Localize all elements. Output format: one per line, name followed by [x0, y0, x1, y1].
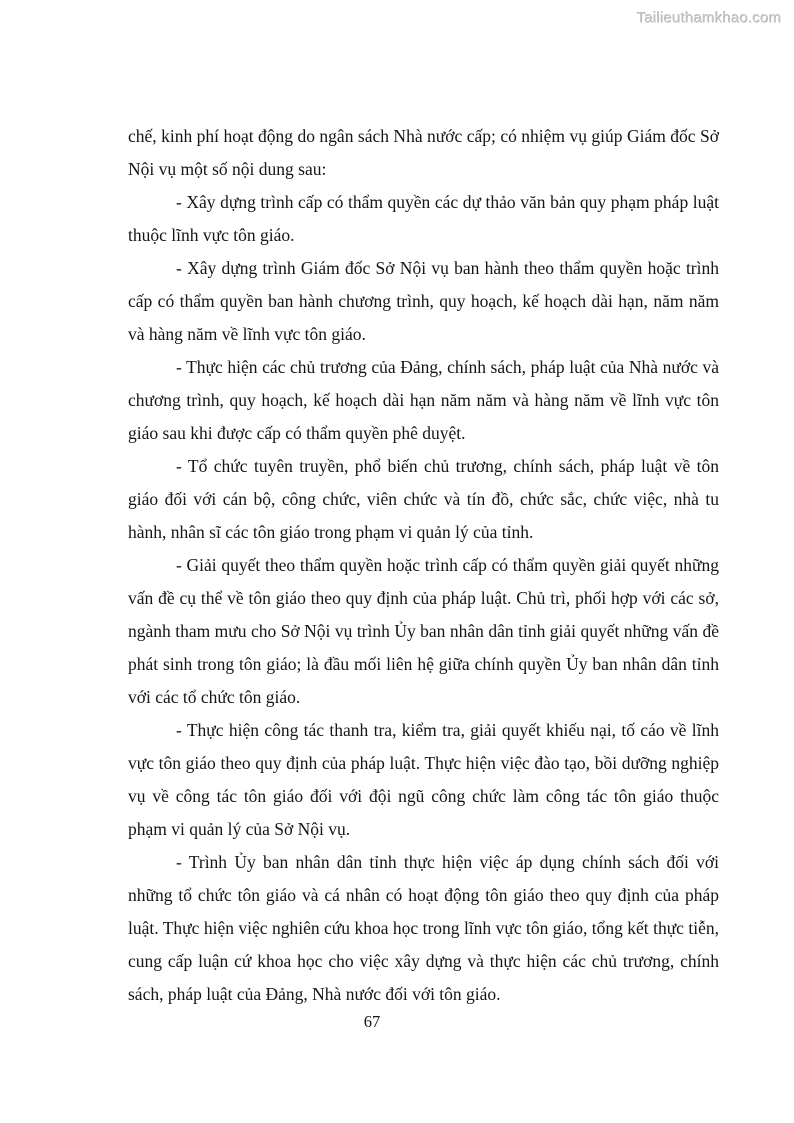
paragraph-item-3: - Thực hiện các chủ trương của Đảng, chính sách, pháp luật của Nhà nước và chương trình, quy hoạch, kế hoạch dài hạn năm năm và hàng năm về lĩnh vực tôn giáo sau khi được cấp có thẩm quyền phê duyệt.: [128, 357, 719, 443]
paragraph-intro: chế, kinh phí hoạt động do ngân sách Nhà nước cấp; có nhiệm vụ giúp Giám đốc Sở Nội vụ một số nội dung sau:: [128, 126, 719, 179]
paragraph-item-2: - Xây dựng trình Giám đốc Sở Nội vụ ban hành theo thẩm quyền hoặc trình cấp có thẩm quyền ban hành chương trình, quy hoạch, kế hoạch dài hạn, năm năm và hàng năm về lĩnh vực tôn giáo.: [128, 258, 719, 344]
document-body: [128, 120, 719, 1011]
paragraph-item-7: - Trình Ủy ban nhân dân tỉnh thực hiện việc áp dụng chính sách đối với những tổ chức tôn giáo và cá nhân có hoạt động tôn giáo theo quy định của pháp luật. Thực hiện việc nghiên cứu khoa học trong lĩnh vực tôn giáo, tổng kết thực tiễn, cung cấp luận cứ khoa học cho việc xây dựng và thực hiện các chủ trương, chính sách, pháp luật của Đảng, Nhà nước đối với tôn giáo.: [128, 852, 719, 1004]
watermark: Tailieuthamkhao.com: [636, 9, 781, 26]
paragraph-item-1: - Xây dựng trình cấp có thẩm quyền các dự thảo văn bản quy phạm pháp luật thuộc lĩnh vực tôn giáo.: [128, 192, 719, 245]
paragraph-item-4: - Tổ chức tuyên truyền, phổ biến chủ trương, chính sách, pháp luật về tôn giáo đối với cán bộ, công chức, viên chức và tín đồ, chức sắc, chức việc, nhà tu hành, nhân sĩ các tôn giáo trong phạm vi quản lý của tỉnh.: [128, 456, 719, 542]
paragraph-item-5: - Giải quyết theo thẩm quyền hoặc trình cấp có thẩm quyền giải quyết những vấn đề cụ thể về tôn giáo theo quy định của pháp luật. Chủ trì, phối hợp với các sở, ngành tham mưu cho Sở Nội vụ trình Ủy ban nhân dân tỉnh giải quyết những vấn đề phát sinh trong tôn giáo; là đầu mối liên hệ giữa chính quyền Ủy ban nhân dân tỉnh với các tổ chức tôn giáo.: [128, 555, 719, 707]
paragraph-item-6: - Thực hiện công tác thanh tra, kiểm tra, giải quyết khiếu nại, tố cáo về lĩnh vực tôn giáo theo quy định của pháp luật. Thực hiện việc đào tạo, bồi dưỡng nghiệp vụ về công tác tôn giáo đối với đội ngũ công chức làm công tác tôn giáo thuộc phạm vi quản lý của Sở Nội vụ.: [128, 720, 719, 839]
page-number: 67: [363, 1012, 381, 1031]
